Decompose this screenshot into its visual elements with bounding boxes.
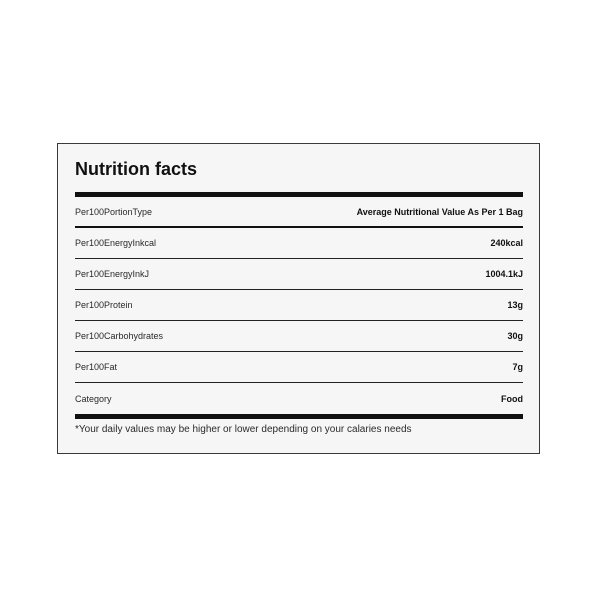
row-value-portion-type: Average Nutritional Value As Per 1 Bag	[356, 206, 523, 217]
table-row	[75, 197, 523, 228]
row-label-energy-kj: Per100EnergyInkJ	[75, 269, 150, 279]
row-label-portion-type: Per100PortionType	[75, 206, 153, 217]
table-row	[75, 383, 523, 414]
row-label-category: Category	[75, 393, 112, 404]
row-value-category: Food	[501, 393, 523, 404]
panel-title: Nutrition facts	[75, 159, 198, 179]
bottom-divider	[75, 414, 523, 419]
footnote: *Your daily values may be higher or lower depending on your calaries needs	[75, 424, 412, 435]
row-label-energy-kcal: Per100EnergyInkcal	[75, 238, 157, 248]
table-row	[75, 290, 523, 321]
row-value-fat: 7g	[512, 362, 523, 372]
table-row	[75, 352, 523, 383]
row-value-energy-kj: 1004.1kJ	[485, 269, 523, 279]
row-label-protein: Per100Protein	[75, 300, 133, 310]
table-row	[75, 321, 523, 352]
table-row	[75, 259, 523, 290]
row-value-protein: 13g	[507, 300, 523, 310]
row-value-carbohydrates: 30g	[507, 331, 523, 341]
nutrition-facts-panel	[57, 143, 540, 454]
row-label-carbohydrates: Per100Carbohydrates	[75, 331, 164, 341]
nutrition-table	[75, 197, 523, 414]
table-row	[75, 228, 523, 259]
row-label-fat: Per100Fat	[75, 362, 118, 372]
row-value-energy-kcal: 240kcal	[490, 238, 523, 248]
